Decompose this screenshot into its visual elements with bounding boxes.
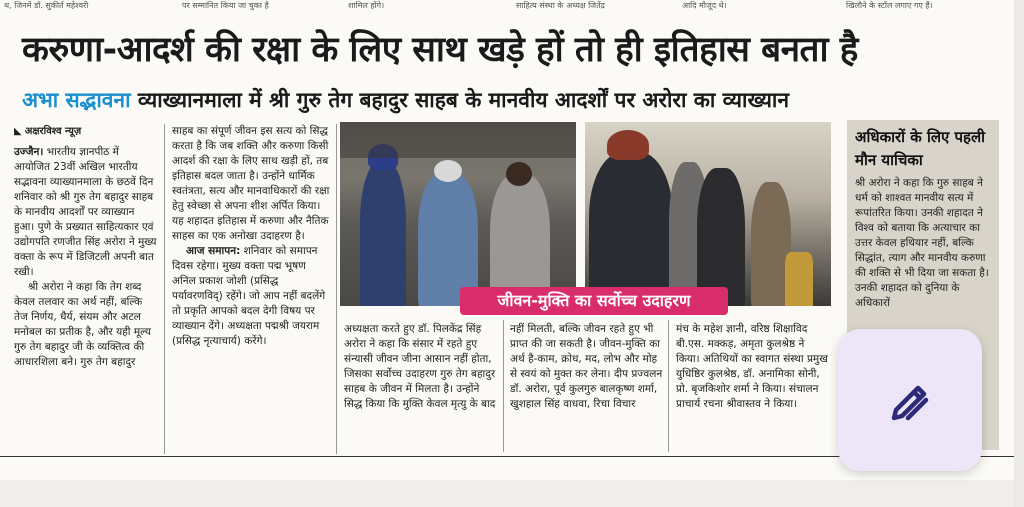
- paragraph: साहब का संपूर्ण जीवन इस सत्य को सिद्ध करता है कि जब शक्ति और करुणा किसी आदर्श की रक्षा के लिए साथ खड़ी हों, तब इतिहास बदल जाता है। उन्होंने धार्मिक स्वतंत्रता, सत्य और मानवाधिकारों की रक्षा हेतु स्वेच्छा से अपना शीश अर्पित किया। यह शहादत इतिहास में करुणा और नैतिक साहस का एक अनोखा उदाहरण है।: [172, 125, 330, 242]
- article-column-1: [14, 124, 158, 454]
- event-photo-lamp-lighting: [585, 122, 831, 306]
- top-strip-text: शामिल होंगे।: [348, 1, 385, 10]
- subheadline: [22, 86, 1002, 114]
- subheadline-accent: अभा सद्भावना: [22, 88, 131, 112]
- paragraph: श्री अरोरा ने कहा कि तेग शब्द केवल तलवार का अर्थ नहीं, बल्कि तेज निर्णय, धैर्य, संयम और अटल मनोबल का प्रतीक है, और यही मूल्य गुरु तेग बहादुर जी के व्यक्तित्व की आधारशिला बने। गुरु तेग बहादुर: [14, 281, 151, 368]
- paragraph-lead: आज समापन:: [186, 245, 241, 257]
- event-photo-audience: [340, 122, 576, 306]
- paragraph: [172, 244, 330, 349]
- top-strip-text: थ, जिनमें डॉ. सुकीर्त महेश्वरी: [4, 1, 89, 10]
- sidebar-title: अधिकारों के लिए पहली मौन याचिका: [855, 128, 986, 169]
- paragraph: [14, 145, 158, 280]
- subheadline-text: व्याख्यानमाला में श्री गुरु तेग बहादुर साहब के मानवीय आदर्शों पर अरोरा का व्याख्यान: [130, 88, 790, 112]
- dateline: उज्जैन।: [14, 146, 44, 158]
- sidebar-body: श्री अरोरा ने कहा कि गुरु साहब ने धर्म को शाश्वत मानवीय सत्य में रूपांतरित किया। उनकी शहादत ने विश्व को बताया कि अत्याचार का उत्तर केवल हथियार नहीं, बल्कि सिद्धांत, त्याग और मानवीय करुणा की शक्ति से भी दिया जा सकता है। उनकी शहादत को दुनिया के अधिकारों: [855, 177, 989, 309]
- top-strip: [0, 0, 1014, 12]
- column-divider: [503, 320, 504, 452]
- viewer-bottom-area: [0, 480, 1014, 507]
- article-column-4: [510, 322, 664, 452]
- paragraph: नहीं मिलती, बल्कि जीवन रहते हुए भी प्राप्त की जा सकती है। जीवन-मुक्ति का अर्थ है-काम, क्रोध, मद, लोभ और मोह से स्वयं को मुक्त कर लेना। दीप प्रज्वलन डॉ. अरोरा, पूर्व कुलगुरु बालकृष्ण शर्मा, खुशहाल सिंह वाधवा, रिचा विचार: [510, 323, 663, 410]
- column-divider: [336, 124, 337, 454]
- top-strip-text: पर सम्मानित किया जा चुका है: [182, 1, 269, 10]
- byline-marker-icon: ◣: [14, 126, 22, 137]
- edit-floating-button[interactable]: [838, 329, 982, 471]
- byline-text: अक्षरविश्व न्यूज़: [24, 126, 82, 137]
- article-column-5: [676, 322, 830, 452]
- paragraph: मंच के महेश ज्ञानी, वरिष्ठ शिक्षाविद बी.एस. मक्कड़, अमृता कुलश्रेष्ठ ने किया। अतिथियों का स्वागत संस्था प्रमुख युधिष्ठिर कुलश्रेष्ठ, डॉ. अनामिका सोनी, प्रो. बृजकिशोर शर्मा ने किया। संचालन प्राचार्य रचना श्रीवास्तव ने किया।: [676, 323, 828, 410]
- article-column-2: [172, 124, 330, 454]
- top-strip-text: खिलौने के स्टॉल लगाए गए हैं।: [846, 1, 933, 10]
- top-strip-text: साहित्य संस्था के अध्यक्ष जितेंद्र: [516, 1, 605, 10]
- headline: करुणा-आदर्श की रक्षा के लिए साथ खड़े हों तो ही इतिहास बनता है: [22, 30, 858, 70]
- edit-pencil-icon: [882, 372, 938, 428]
- photo-caption: जीवन-मुक्ति का सर्वोच्च उदाहरण: [460, 287, 728, 315]
- paragraph-text: भारतीय ज्ञानपीठ में आयोजित 23वीं अखिल भारतीय सद्भावना व्याख्यानमाला के छठवें दिन शनिवार को श्री गुरु तेग बहादुर साहब के मानवीय आदर्शों पर व्याख्यान हुआ। पुणे के प्रख्यात साहित्यकार एवं उद्योगपति रणजीत सिंह अरोरा ने मुख्य वक्ता के रूप में डिजिटली अपनी बात रखी।: [14, 146, 157, 278]
- paragraph-text: शनिवार को समापन दिवस रहेगा। मुख्य वक्ता पद्म भूषण अनिल प्रकाश जोशी (प्रसिद्ध पर्यावरणविद्) रहेंगे। जो आप नहीं बदलेंगे तो प्रकृति आपको बदल देगी विषय पर व्याख्यान देंगे। अध्यक्षता पद्मश्री जयराम (प्रसिद्ध नृत्याचार्य) करेंगे।: [172, 245, 326, 347]
- byline: [14, 124, 158, 139]
- paragraph: अध्यक्षता करते हुए डॉ. पिलकेंद्र सिंह अरोरा ने कहा कि संसार में रहते हुए संन्यासी जीवन जीना आसान नहीं होता, जिसका सर्वोच्च उदाहरण गुरु तेग बहादुर साहब के जीवन में मिलता है। उन्होंने सिद्ध किया कि मुक्ति केवल मृत्यु के बाद: [344, 323, 496, 410]
- top-strip-text: आदि मौजूद थे।: [682, 1, 727, 10]
- column-divider: [668, 320, 669, 452]
- vertical-scrollbar[interactable]: [1014, 0, 1024, 507]
- column-divider: [164, 124, 165, 454]
- article-column-3: [344, 322, 498, 452]
